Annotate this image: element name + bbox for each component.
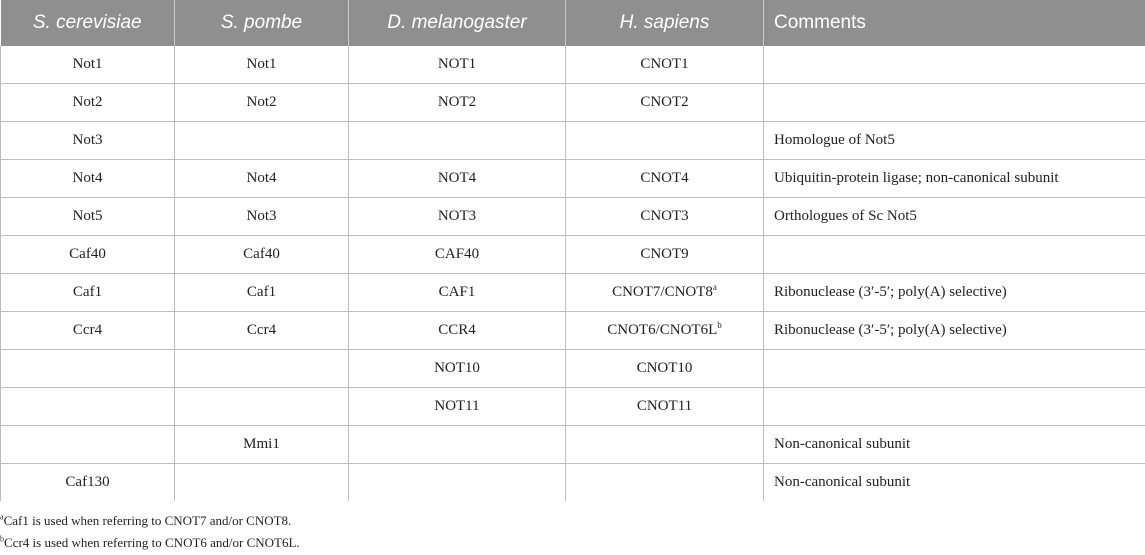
table-row (1, 426, 1145, 464)
table-row (1, 464, 1145, 502)
cell-text: NOT11 (434, 398, 480, 414)
cell-text: CCR4 (438, 322, 476, 338)
cell-d-melanogaster (349, 464, 566, 502)
table-row (1, 312, 1145, 350)
cell-h-sapiens (566, 312, 764, 350)
cell-s-pombe (175, 312, 349, 350)
footnote (0, 510, 1145, 532)
cell-d-melanogaster (349, 388, 566, 426)
table-row (1, 160, 1145, 198)
cell-text: NOT3 (437, 208, 477, 224)
cell-text: Homologue of Not5 (774, 132, 895, 148)
cell-text: NOT10 (434, 360, 480, 376)
footnote-mark: a (712, 282, 717, 292)
header-h-sapiens: H. sapiens (566, 0, 764, 46)
cell-d-melanogaster (349, 312, 566, 350)
cell-text: Not2 (72, 94, 103, 110)
cell-s-pombe (175, 464, 349, 502)
cell-s-pombe (175, 122, 349, 160)
cell-text: CNOT1 (640, 56, 689, 72)
cell-s-pombe (175, 350, 349, 388)
cell-h-sapiens (566, 46, 764, 84)
cell-text: Caf40 (69, 246, 106, 262)
cell-comments (764, 312, 1145, 350)
cell-text: CNOT10 (636, 360, 693, 376)
cell-h-sapiens (566, 160, 764, 198)
cell-text: Caf1 (72, 284, 103, 300)
cell-text: CAF1 (438, 284, 476, 300)
table-row (1, 350, 1145, 388)
cell-s-cerevisiae (1, 198, 175, 236)
cell-text: CNOT2 (640, 94, 689, 110)
cell-text: Ubiquitin-protein ligase; non-canonical subunit (774, 170, 1059, 186)
cell-text: Caf40 (243, 246, 280, 262)
cell-text: Ribonuclease (3′-5′; poly(A) selective) (774, 322, 1007, 338)
cell-s-cerevisiae (1, 274, 175, 312)
table-row (1, 84, 1145, 122)
cell-text: NOT2 (437, 94, 477, 110)
cell-s-pombe (175, 274, 349, 312)
cell-d-melanogaster (349, 426, 566, 464)
cell-d-melanogaster (349, 274, 566, 312)
header-row (1, 0, 1145, 46)
cell-s-pombe (175, 388, 349, 426)
header-s-cerevisiae: S. cerevisiae (1, 0, 175, 46)
cell-s-cerevisiae (1, 464, 175, 502)
cell-text: Ribonuclease (3′-5′; poly(A) selective) (774, 284, 1007, 300)
cell-d-melanogaster (349, 84, 566, 122)
table-header (1, 0, 1145, 46)
cell-h-sapiens (566, 388, 764, 426)
header-d-melanogaster: D. melanogaster (349, 0, 566, 46)
cell-comments (764, 464, 1145, 502)
cell-text: Non-canonical subunit (774, 474, 911, 490)
cell-s-cerevisiae (1, 426, 175, 464)
cell-s-cerevisiae (1, 84, 175, 122)
cell-text: NOT4 (437, 170, 477, 186)
cell-text: CNOT6/CNOT6L (607, 322, 718, 338)
cell-comments (764, 198, 1145, 236)
cell-text: Not2 (246, 94, 277, 110)
footnote (0, 532, 1145, 554)
cell-comments (764, 350, 1145, 388)
cell-text: Not4 (72, 170, 103, 186)
cell-d-melanogaster (349, 160, 566, 198)
cell-d-melanogaster (349, 350, 566, 388)
cell-text: Ccr4 (246, 322, 277, 338)
cell-s-cerevisiae (1, 350, 175, 388)
cell-h-sapiens (566, 464, 764, 502)
footnote-text: Ccr4 is used when referring to CNOT6 and/or CNOT6L. (4, 535, 300, 550)
cell-text: CNOT3 (640, 208, 689, 224)
cell-text: Not3 (72, 132, 103, 148)
footnote-mark: b (0, 534, 4, 544)
cell-text: Ccr4 (72, 322, 103, 338)
table-row (1, 274, 1145, 312)
cell-text: Not5 (72, 208, 103, 224)
cell-comments (764, 160, 1145, 198)
cell-text: NOT1 (437, 56, 477, 72)
cell-text: Not1 (72, 56, 103, 72)
cell-text: Caf130 (65, 474, 110, 490)
cell-s-cerevisiae (1, 236, 175, 274)
cell-text: CNOT11 (636, 398, 693, 414)
cell-text: Not4 (246, 170, 277, 186)
cell-h-sapiens (566, 122, 764, 160)
cell-text: CNOT4 (640, 170, 689, 186)
cell-s-pombe (175, 160, 349, 198)
cell-s-cerevisiae (1, 312, 175, 350)
cell-s-pombe (175, 84, 349, 122)
cell-s-cerevisiae (1, 388, 175, 426)
cell-s-pombe (175, 198, 349, 236)
cell-comments (764, 236, 1145, 274)
header-s-pombe: S. pombe (175, 0, 349, 46)
header-comments: Comments (764, 0, 1145, 46)
cell-comments (764, 426, 1145, 464)
cell-h-sapiens (566, 350, 764, 388)
cell-comments (764, 122, 1145, 160)
cell-text: CNOT9 (640, 246, 689, 262)
cell-text: Mmi1 (243, 436, 280, 452)
cell-s-pombe (175, 426, 349, 464)
cell-h-sapiens (566, 426, 764, 464)
table-body (1, 46, 1145, 501)
cell-d-melanogaster (349, 198, 566, 236)
footnote-mark: a (0, 512, 4, 522)
cell-comments (764, 46, 1145, 84)
cell-h-sapiens (566, 84, 764, 122)
cell-comments (764, 274, 1145, 312)
footnote-text: Caf1 is used when referring to CNOT7 and/or CNOT8. (3, 513, 292, 528)
cell-s-cerevisiae (1, 160, 175, 198)
cell-h-sapiens (566, 198, 764, 236)
cell-text: Orthologues of Sc Not5 (774, 208, 917, 224)
cell-d-melanogaster (349, 46, 566, 84)
cell-d-melanogaster (349, 122, 566, 160)
table-row (1, 236, 1145, 274)
cell-s-pombe (175, 46, 349, 84)
cell-s-cerevisiae (1, 46, 175, 84)
cell-d-melanogaster (349, 236, 566, 274)
table-row (1, 122, 1145, 160)
cell-s-pombe (175, 236, 349, 274)
cell-s-cerevisiae (1, 122, 175, 160)
cell-text: Non-canonical subunit (774, 436, 911, 452)
cell-text: CNOT7/CNOT8 (612, 284, 713, 300)
cell-comments (764, 388, 1145, 426)
table-row (1, 46, 1145, 84)
cell-text: CAF40 (434, 246, 480, 262)
table-row (1, 388, 1145, 426)
cell-h-sapiens (566, 274, 764, 312)
cell-text: Not3 (246, 208, 277, 224)
cell-text: Not1 (246, 56, 277, 72)
cell-h-sapiens (566, 236, 764, 274)
table-row (1, 198, 1145, 236)
footnotes (0, 510, 1145, 554)
cell-text: Caf1 (246, 284, 277, 300)
footnote-mark: b (717, 320, 722, 330)
cell-comments (764, 84, 1145, 122)
